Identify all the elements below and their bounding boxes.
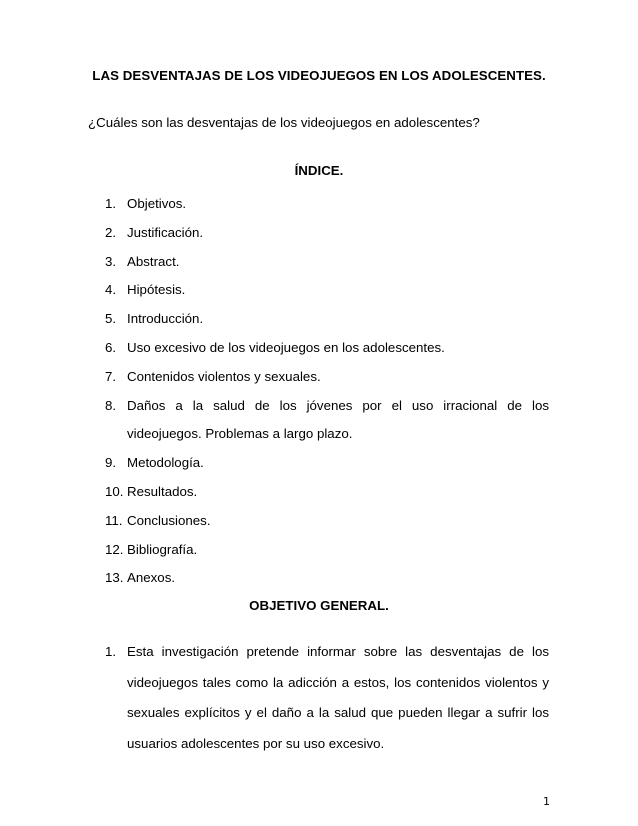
index-item-text: Abstract. bbox=[127, 253, 180, 269]
objective-item bbox=[0, 637, 638, 759]
index-item bbox=[0, 392, 638, 450]
objective-number: 1. bbox=[105, 644, 117, 659]
research-question: ¿Cuáles son las desventajas de los videojuegos en adolescentes? bbox=[88, 115, 480, 130]
page-number: 1 bbox=[543, 795, 550, 808]
index-item bbox=[0, 190, 638, 219]
index-item-text: Bibliografía. bbox=[127, 541, 198, 557]
document-title: LAS DESVENTAJAS DE LOS VIDEOJUEGOS EN LOS ADOLESCENTES. bbox=[92, 68, 546, 83]
index-heading: ÍNDICE. bbox=[294, 163, 344, 178]
index-item-number: 2. bbox=[105, 224, 117, 240]
index-item-number: 7. bbox=[105, 368, 117, 384]
objective-list bbox=[0, 637, 638, 759]
index-item-text: Metodología. bbox=[127, 455, 204, 471]
index-item bbox=[0, 334, 638, 363]
index-item-number: 12. bbox=[105, 541, 124, 557]
index-item-number: 5. bbox=[105, 311, 117, 327]
index-item-number: 9. bbox=[105, 455, 117, 471]
index-item bbox=[0, 219, 638, 248]
index-item-text: Hipótesis. bbox=[127, 282, 186, 298]
index-item bbox=[0, 478, 638, 507]
index-item-number: 6. bbox=[105, 339, 117, 355]
index-item bbox=[0, 248, 638, 277]
index-item-number: 1. bbox=[105, 196, 117, 211]
index-list bbox=[0, 190, 638, 593]
index-item-number: 4. bbox=[105, 282, 117, 298]
index-item-text: Anexos. bbox=[127, 570, 176, 586]
index-item bbox=[0, 305, 638, 334]
index-item bbox=[0, 363, 638, 392]
index-item bbox=[0, 449, 638, 478]
index-item-text: Uso excesivo de los videojuegos en los adolescentes. bbox=[127, 339, 445, 355]
index-item-text: Conclusiones. bbox=[127, 512, 211, 528]
objective-text: Esta investigación pretende informar sobre las desventajas de los videojuegos tales como la adicción a estos, los contenidos violentos y sexuales explícitos y el daño a la salud que pueden llegar a sufrir los usuarios adolescentes por su uso excesivo. bbox=[127, 644, 549, 751]
index-item bbox=[0, 564, 638, 593]
index-item-number: 10. bbox=[105, 483, 124, 499]
index-item bbox=[0, 276, 638, 305]
index-item bbox=[0, 507, 638, 536]
index-item-number: 3. bbox=[105, 253, 117, 269]
index-item bbox=[0, 536, 638, 565]
index-item-text: Objetivos. bbox=[127, 196, 187, 211]
index-item-text: Justificación. bbox=[127, 224, 204, 240]
index-item-text: Contenidos violentos y sexuales. bbox=[127, 368, 321, 384]
index-item-number: 11. bbox=[105, 512, 123, 528]
index-item-text: Resultados. bbox=[127, 483, 198, 499]
index-item-text: Daños a la salud de los jóvenes por el uso irracional de los videojuegos. Problemas a largo plazo. bbox=[127, 397, 549, 442]
index-item-number: 13. bbox=[105, 570, 124, 586]
index-item-text: Introducción. bbox=[127, 311, 204, 327]
general-objective-heading: OBJETIVO GENERAL. bbox=[249, 598, 389, 613]
index-item-number: 8. bbox=[105, 397, 117, 413]
